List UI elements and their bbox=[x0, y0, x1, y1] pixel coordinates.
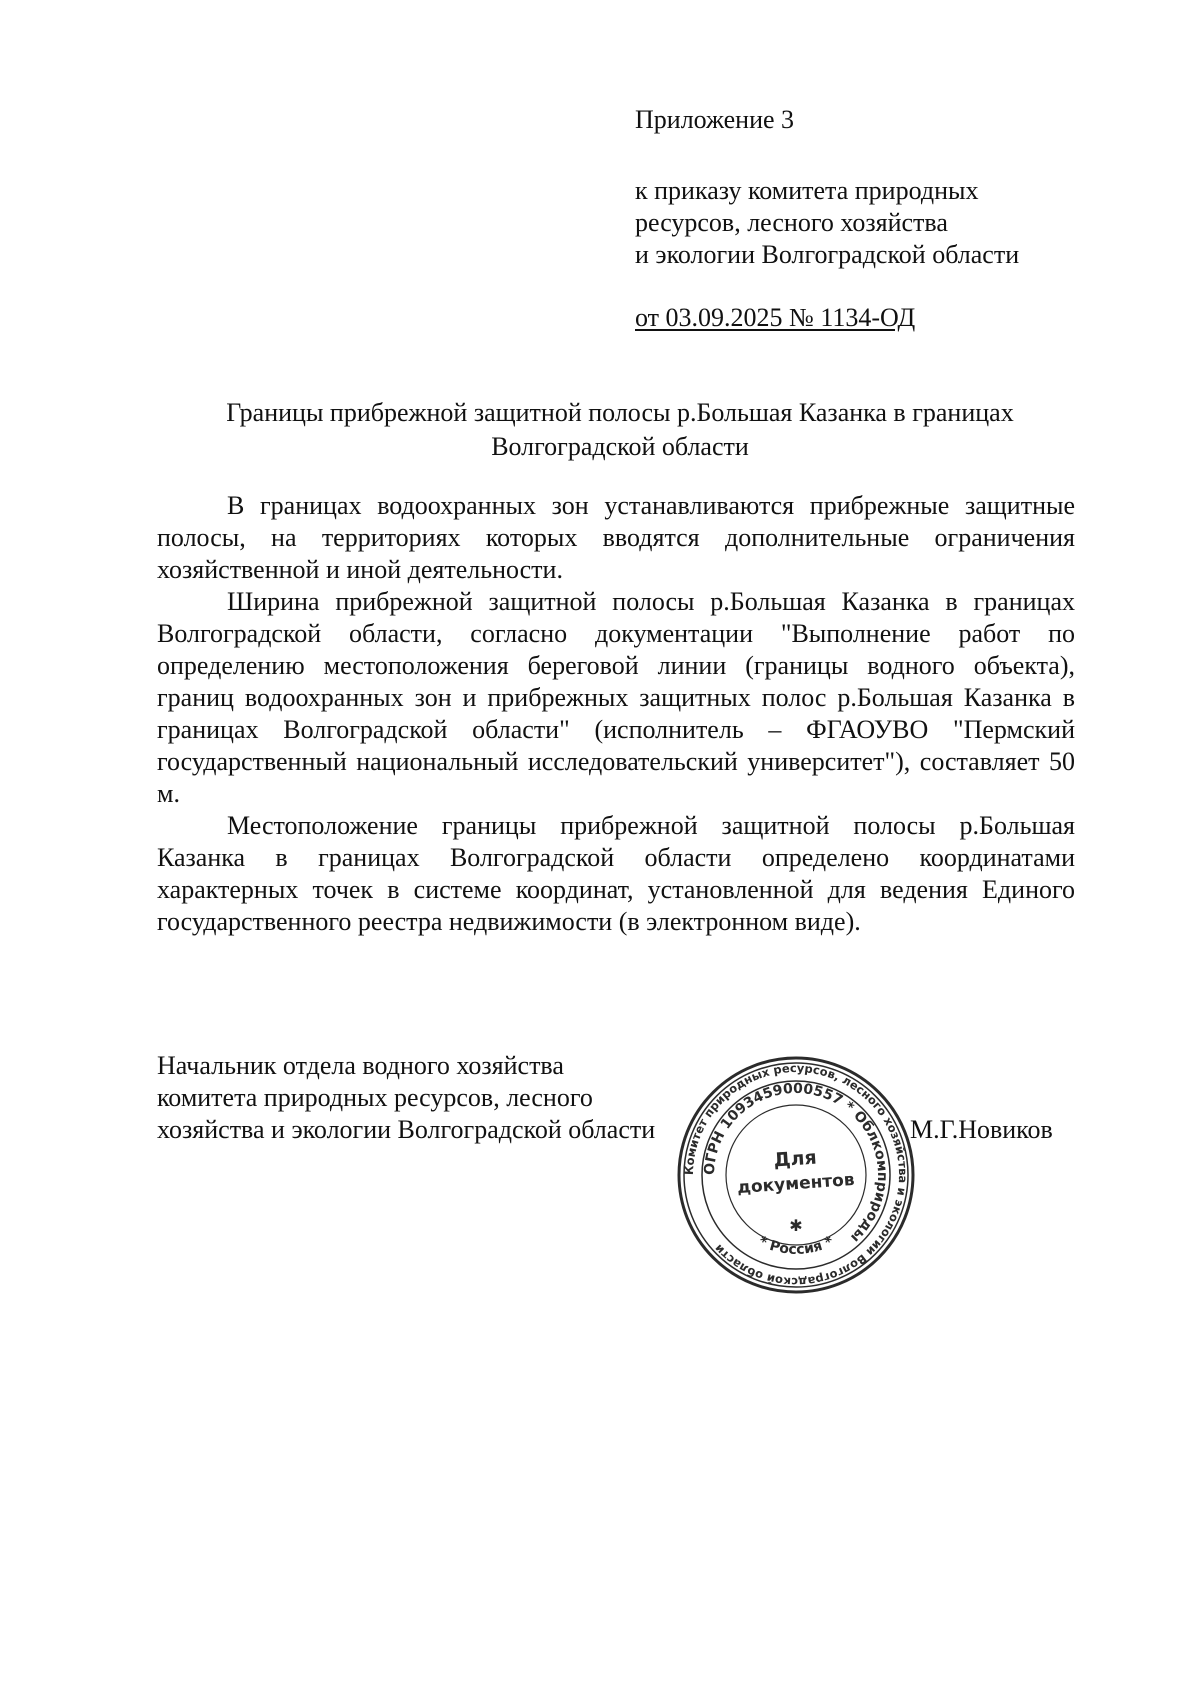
stamp-center-text: Для bbox=[772, 1146, 818, 1172]
stamp-star-icon: ✱ bbox=[789, 1216, 803, 1235]
order-line: к приказу комитета природных bbox=[635, 176, 979, 205]
order-line: ресурсов, лесного хозяйства bbox=[635, 208, 948, 237]
paragraph: В границах водоохранных зон устанавливаются прибрежные защитные полосы, на территориях которых вводятся дополнительные ограничения хозяйственной и иной деятельности. bbox=[157, 491, 1075, 584]
signatory-position bbox=[157, 1050, 655, 1146]
paragraph: Местоположение границы прибрежной защитной полосы р.Большая Казанка в границах Волгоградской области определено координатами характерных точек в системе координат, установленной для ведения Единого государственного реестра недвижимости (в электронном виде). bbox=[157, 811, 1075, 936]
order-line: и экологии Волгоградской области bbox=[635, 240, 1020, 269]
order-reference bbox=[635, 175, 1019, 271]
order-date: от 03.09.2025 № 1134-ОД bbox=[635, 303, 916, 332]
document-body bbox=[157, 490, 1075, 938]
title-line: Границы прибрежной защитной полосы р.Большая Казанка в границах bbox=[226, 398, 1014, 427]
signatory-name: М.Г.Новиков bbox=[910, 1115, 1053, 1144]
position-line: Начальник отдела водного хозяйства bbox=[157, 1051, 564, 1080]
stamp-inner-text: ОГРН 1093459000557 * Облкомприроды bbox=[701, 1080, 891, 1246]
position-line: комитета природных ресурсов, лесного bbox=[157, 1083, 593, 1112]
paragraph: Ширина прибрежной защитной полосы р.Большая Казанка в границах Волгоградской области, согласно документации "Выполнение работ по определению местоположения береговой линии (границы водного объекта), границ водоохранных зон и прибрежных защитных полос р.Большая Казанка в границах Волгоградской области" (исполнитель – ФГАОУВО "Пермский государственный национальный исследовательский университет"), составляет 50 м. bbox=[157, 587, 1075, 808]
stamp-center-text: документов bbox=[736, 1169, 856, 1199]
title-line: Волгоградской области bbox=[491, 432, 749, 461]
official-stamp bbox=[676, 1055, 916, 1295]
stamp-bottom-text: * Россия * bbox=[755, 1233, 837, 1258]
stamp-outer-text: Комитет природных ресурсов, лесного хозяйства и экологии Волгоградской области bbox=[681, 1060, 911, 1290]
annex-label: Приложение 3 bbox=[635, 105, 795, 134]
document-title bbox=[160, 396, 1080, 464]
position-line: хозяйства и экологии Волгоградской области bbox=[157, 1115, 656, 1144]
